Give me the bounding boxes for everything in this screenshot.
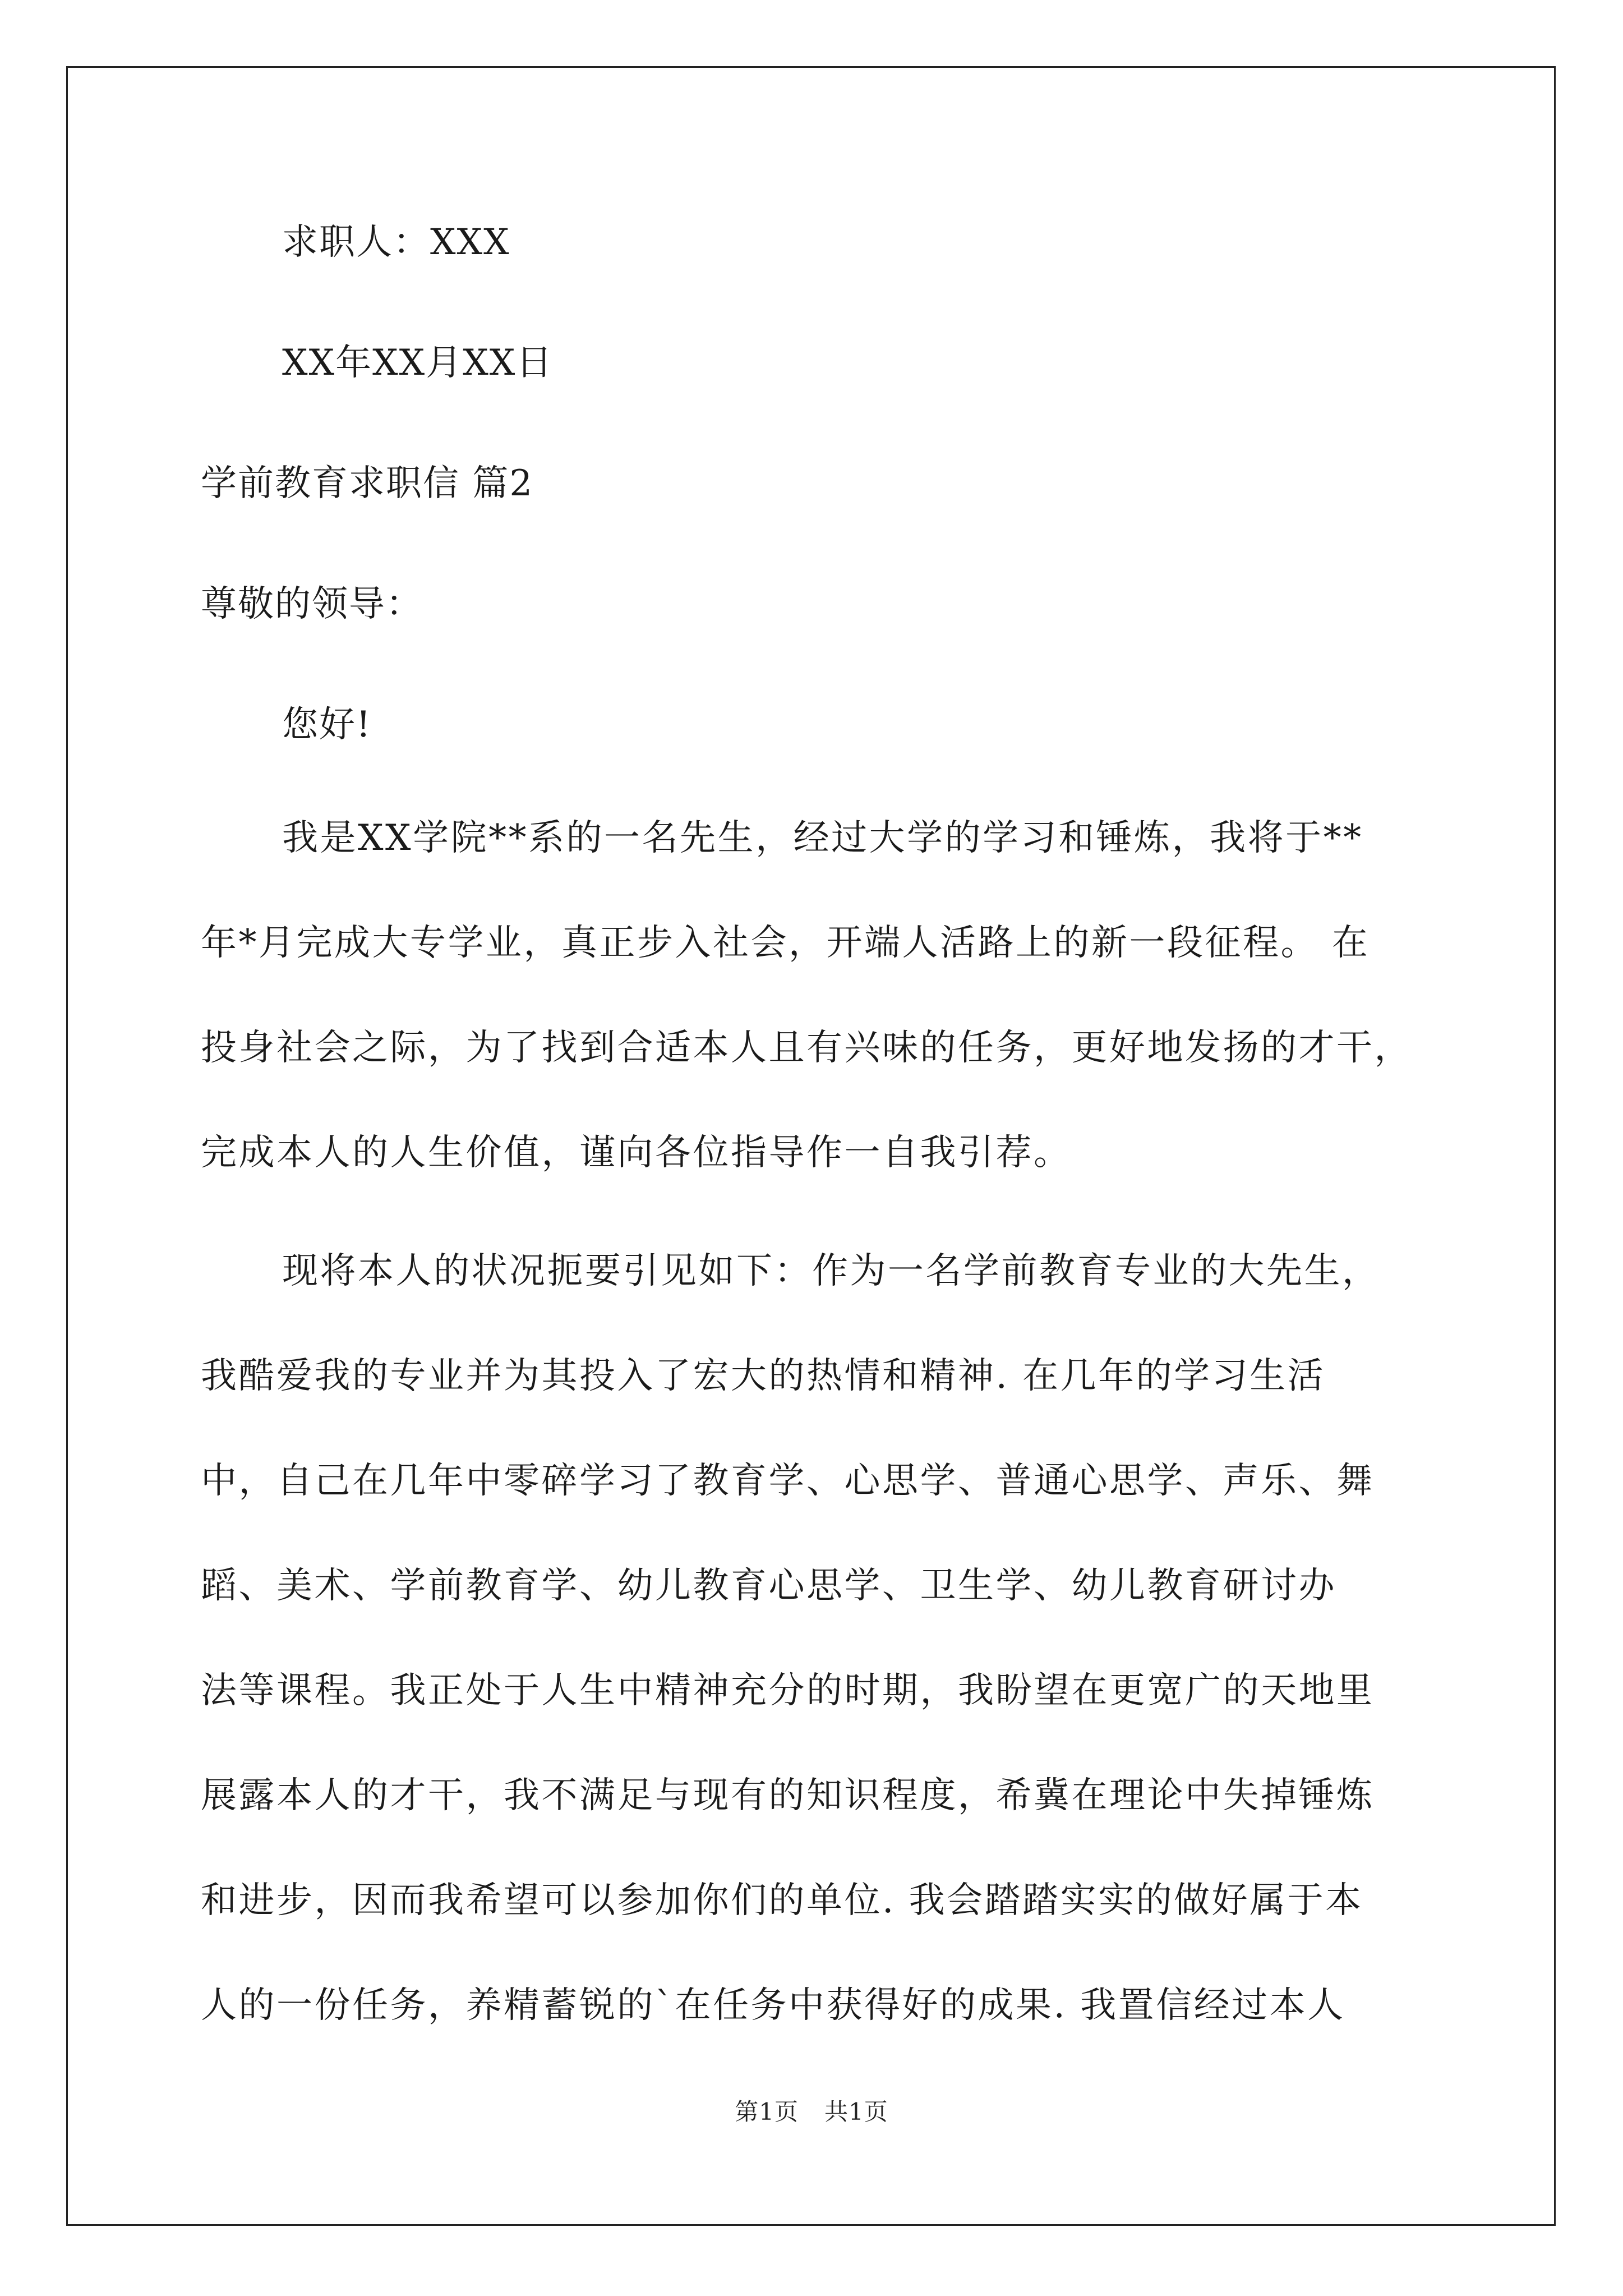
page-footer xyxy=(0,2098,1623,2126)
section-title: 学前教育求职信 篇2 xyxy=(201,463,534,504)
paragraph-line: 展露本人的才干，我不满足与现有的知识程度，希冀在理论中失掉锤炼 xyxy=(201,1775,1375,1816)
paragraph-line: 蹈、美术、学前教育学、幼儿教育心思学、卫生学、幼儿教育研讨办 xyxy=(201,1565,1336,1607)
paragraph-line: 年*月完成大专学业，真正步入社会，开端人活路上的新一段征程。 在 xyxy=(201,922,1370,964)
paragraph-1 xyxy=(201,812,1429,1179)
paragraph-line: 我是XX学院**系的一名先生，经过大学的学习和锤炼，我将于** xyxy=(282,817,1363,859)
greeting: 您好! xyxy=(282,704,372,746)
paragraph-line: 投身社会之际，为了找到合适本人且有兴味的任务，更好地发扬的才干， xyxy=(201,1027,1412,1069)
date-line: XX年XX月XX日 xyxy=(282,342,554,384)
page-total: 共1页 xyxy=(824,2098,888,2125)
applicant-line: 求职人：XXX xyxy=(282,222,510,263)
page-number: 第1页 xyxy=(735,2098,799,2125)
paragraph-line: 人的一份任务，养精蓄锐的`在任务中获得好的成果. 我置信经过本人 xyxy=(201,1985,1345,2026)
paragraph-line: 法等课程。我正处于人生中精神充分的时期，我盼望在更宽广的天地里 xyxy=(201,1670,1375,1711)
paragraph-line: 完成本人的人生价值，谨向各位指导作一自我引荐。 xyxy=(201,1132,1072,1174)
paragraph-line: 和进步，因而我希望可以参加你们的单位. 我会踏踏实实的做好属于本 xyxy=(201,1880,1363,1921)
document-body xyxy=(201,222,1429,2085)
salutation: 尊敬的领导： xyxy=(201,583,423,625)
paragraph-line: 我酷爱我的专业并为其投入了宏大的热情和精神. 在几年的学习生活 xyxy=(201,1355,1326,1397)
paragraph-line: 现将本人的状况扼要引见如下：作为一名学前教育专业的大先生， xyxy=(282,1250,1380,1292)
paragraph-line: 中，自己在几年中零碎学习了教育学、心思学、普通心思学、声乐、舞 xyxy=(201,1460,1375,1502)
paragraph-2 xyxy=(201,1245,1429,2032)
